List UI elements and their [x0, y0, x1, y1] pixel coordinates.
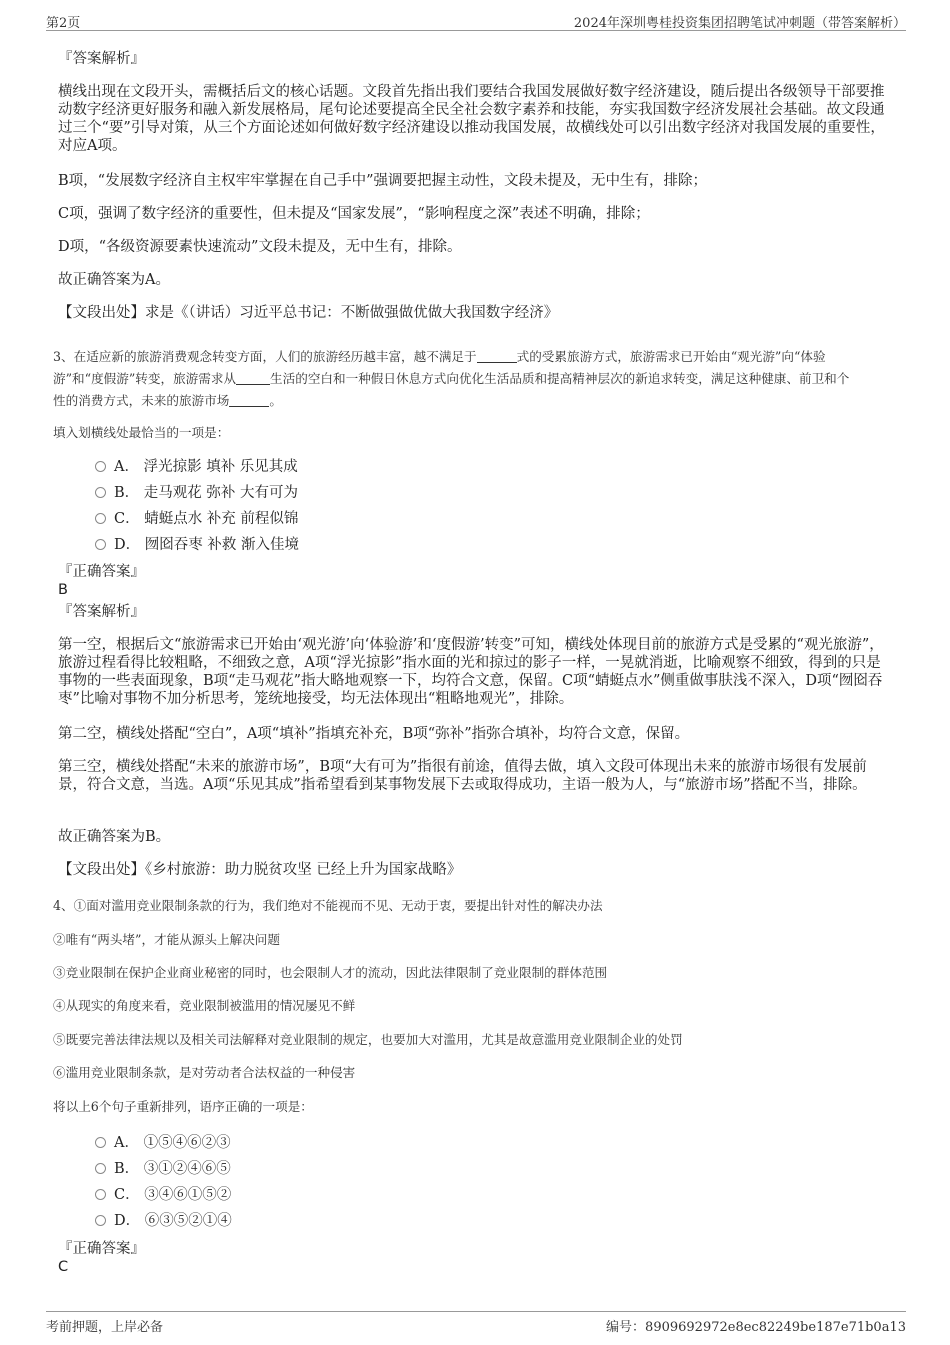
- footer-slogan: 考前押题，上岸必备: [46, 1320, 164, 1335]
- q4-sentence-6: ⑥滥用竞业限制条款，是对劳动者合法权益的一种侵害: [53, 1065, 356, 1080]
- blank-3: [229, 394, 269, 407]
- q4-prompt: 将以上6个句子重新排列，语序正确的一项是：: [53, 1099, 313, 1114]
- q3-analysis-label: 『答案解析』: [58, 604, 145, 620]
- radio-icon[interactable]: [95, 539, 106, 550]
- q3-source: 【文段出处】《乡村旅游：助力脱贫攻坚 已经上升为国家战略》: [58, 862, 462, 878]
- q3-analysis-first: 第一空，根据后文“旅游需求已开始由‘观光游’向‘体验游’和‘度假游’转变”可知，横线处体现目前的旅游方式是受累的“观光旅游”，旅游过程看得比较粗略，不细致之意，A项“浮光掠影”指水面的光和掠过的影子一样，一晃就消逝，比喻观察不细致，得到的只是事物的一些表面现象，B项“走马观花”指大略地观察一下，均符合文意，保留。C项“蜻蜓点水”侧重做事肤浅不深入，D项“囫囵吞枣”比喻对事物不加分析思考，笼统地接受，均无法体现出“粗略地观光”，排除。: [58, 637, 884, 707]
- q3-answer-label: 『正确答案』: [58, 564, 145, 580]
- q3-option-c[interactable]: C． 蜻蜓点水 补充 前程似锦: [95, 510, 298, 528]
- q3-option-a[interactable]: A． 浮光掠影 填补 乐见其成: [95, 458, 298, 476]
- radio-icon[interactable]: [95, 1189, 106, 1200]
- radio-icon[interactable]: [95, 1215, 106, 1226]
- q3-stem: 3、在适应新的旅游消费观念转变方面，人们的旅游经历越丰富，越不满足于 式的受累旅游方式，旅游需求已开始由“观光游”向“体验 游”和“度假游”转变，旅游需求从 生活的空白和一种假日休息方式向优化生活品质和提高精神层次的新追求转变，满足这种健康、前卫和个 性的消费方式，未来的旅游市场 。: [53, 349, 850, 408]
- document-serial: 编号：8909692972e8ec82249be187e71b0a13: [606, 1320, 906, 1335]
- q3-analysis-third: 第三空，横线处搭配“未来的旅游市场”，B项“大有可为”指很有前途，值得去做，填入文段可体现出未来的旅游市场很有发展前景，符合文意，当选。A项“乐见其成”指希望看到某事物发展下去或取得成功，主语一般为人，与“旅游市场”搭配不当，排除。: [58, 759, 867, 793]
- document-title: 2024年深圳粤桂投资集团招聘笔试冲刺题（带答案解析）: [573, 16, 906, 31]
- q4-option-a[interactable]: A． ①⑤④⑥②③: [95, 1134, 231, 1152]
- q2-analysis-paragraph: 横线出现在文段开头，需概括后文的核心话题。文段首先指出我们要结合我国发展做好数字经济建设，随后提出各级领导干部要推动数字经济更好服务和融入新发展格局，尾句论述要提高全民全社会数字素养和技能，夯实我国数字经济发展社会基础。故文段通过三个“要”引导对策，从三个方面论述如何做好数字经济建设以推动我国发展，故横线处可以引出数字经济对我国发展的重要性，对应A项。: [58, 84, 885, 154]
- q4-sentence-4: ④从现实的角度来看，竞业限制被滥用的情况屡见不鲜: [53, 998, 356, 1013]
- q3-conclusion: 故正确答案为B。: [58, 829, 171, 845]
- blank-1: [477, 350, 517, 363]
- page-number: 第2页: [46, 16, 81, 31]
- q4-sentence-5: ⑤既要完善法律法规以及相关司法解释对竞业限制的规定，也要加大对滥用，尤其是故意滥用竞业限制企业的处罚: [53, 1032, 683, 1047]
- q4-option-d[interactable]: D． ⑥③⑤②①④: [95, 1212, 232, 1230]
- radio-icon[interactable]: [95, 513, 106, 524]
- q3-option-d[interactable]: D． 囫囵吞枣 补救 渐入佳境: [95, 536, 299, 554]
- q2-analysis-b: B项，“发展数字经济自主权牢牢掌握在自己手中”强调要把握主动性，文段未提及，无中生有，排除；: [58, 173, 707, 189]
- q2-analysis-label: 『答案解析』: [58, 51, 145, 67]
- q2-conclusion: 故正确答案为A。: [58, 272, 170, 288]
- q3-prompt: 填入划横线处最恰当的一项是：: [53, 425, 230, 440]
- q4-sentence-2: ②唯有“两头堵”，才能从源头上解决问题: [53, 932, 280, 947]
- radio-icon[interactable]: [95, 1137, 106, 1148]
- radio-icon[interactable]: [95, 1163, 106, 1174]
- blank-2: [236, 372, 270, 385]
- q4-answer-label: 『正确答案』: [58, 1241, 145, 1257]
- q3-answer: B: [58, 582, 68, 598]
- q4-sentence-3: ③竞业限制在保护企业商业秘密的同时，也会限制人才的流动，因此法律限制了竞业限制的群体范围: [53, 965, 608, 980]
- q4-sentence-1: 4、①面对滥用竞业限制条款的行为，我们绝对不能视而不见、无动于衷，要提出针对性的解决办法: [53, 898, 603, 913]
- q3-option-b[interactable]: B． 走马观花 弥补 大有可为: [95, 484, 298, 502]
- radio-icon[interactable]: [95, 487, 106, 498]
- q2-source: 【文段出处】求是《（讲话）习近平总书记：不断做强做优做大我国数字经济》: [58, 305, 559, 321]
- q4-option-c[interactable]: C． ③④⑥①⑤②: [95, 1186, 231, 1204]
- page-header: [46, 10, 906, 31]
- q3-analysis-second: 第二空，横线处搭配“空白”，A项“填补”指填充补充，B项“弥补”指弥合填补，均符合文意，保留。: [58, 726, 690, 742]
- radio-icon[interactable]: [95, 461, 106, 472]
- q2-analysis-d: D项，“各级资源要素快速流动”文段未提及，无中生有，排除。: [58, 239, 462, 255]
- q4-answer: C: [58, 1259, 69, 1275]
- q2-analysis-c: C项，强调了数字经济的重要性，但未提及“国家发展”，“影响程度之深”表述不明确，排除；: [58, 206, 650, 222]
- page-footer: [46, 1311, 906, 1336]
- q4-option-b[interactable]: B． ③①②④⑥⑤: [95, 1160, 231, 1178]
